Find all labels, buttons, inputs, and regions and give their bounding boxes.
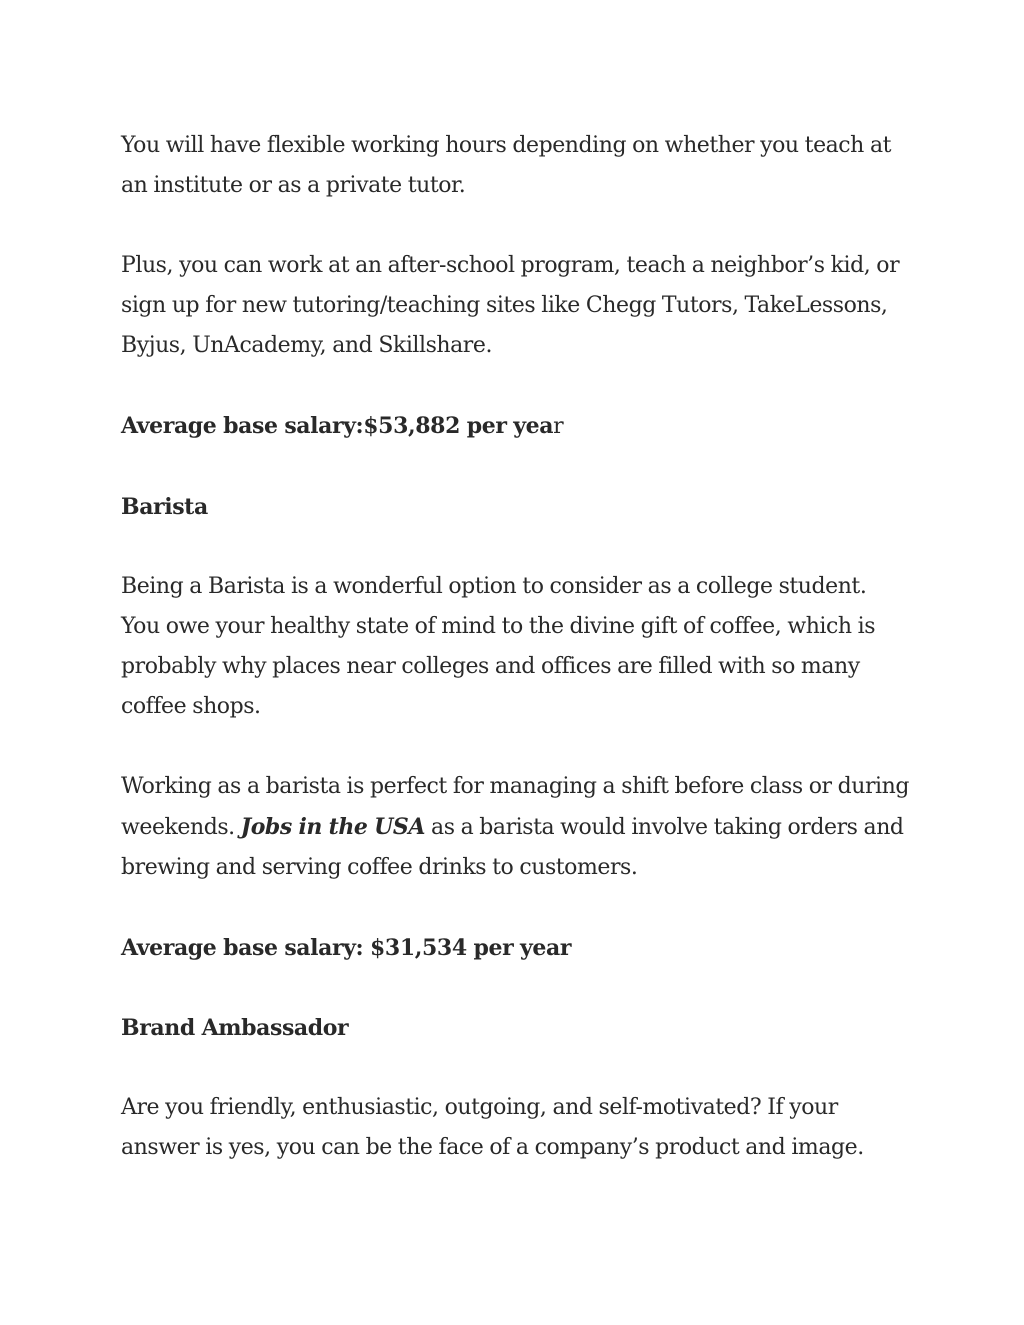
document-page: [121, 126, 911, 1208]
paragraph-barista-intro: Being a Barista is a wonderful option to consider as a college student. You owe your healthy state of mind to the divine gift of coffee, which is probably why places near colleges and offices are filled with so many coffee shops.: [121, 574, 876, 719]
section-heading-brand-ambassador: Brand Ambassador: [121, 1015, 349, 1041]
salary-line-barista: Average base salary: $31,534 per year: [121, 935, 572, 961]
paragraph-brand-ambassador: Are you friendly, enthusiastic, outgoing, and self-motivated? If your answer is yes, you can be the face of a company’s product and image.: [121, 1095, 864, 1160]
section-heading-barista: Barista: [121, 494, 208, 520]
paragraph-tutoring-sites: Plus, you can work at an after-school program, teach a neighbor’s kid, or sign up for new tutoring/teaching sites like Chegg Tutors, TakeLessons, Byjus, UnAcademy, and Skillshare.: [121, 253, 900, 358]
paragraph-barista-work: [121, 767, 911, 888]
jobs-in-usa-link[interactable]: Jobs in the USA: [240, 814, 425, 840]
barista-work-text-start: Working as a barista is perfect for managing a shift before class or during weekends.: [121, 774, 909, 840]
barista-work-text-end: as a barista would involve taking orders and brewing and serving coffee drinks to customers.: [121, 815, 904, 880]
paragraph-flexible-hours: You will have flexible working hours depending on whether you teach at an institute or as a private tutor.: [121, 133, 891, 198]
salary-text-tutor-tail: r: [553, 414, 564, 439]
salary-line-tutor: [121, 406, 911, 447]
salary-text-tutor: Average base salary:$53,882 per yea: [121, 413, 554, 439]
